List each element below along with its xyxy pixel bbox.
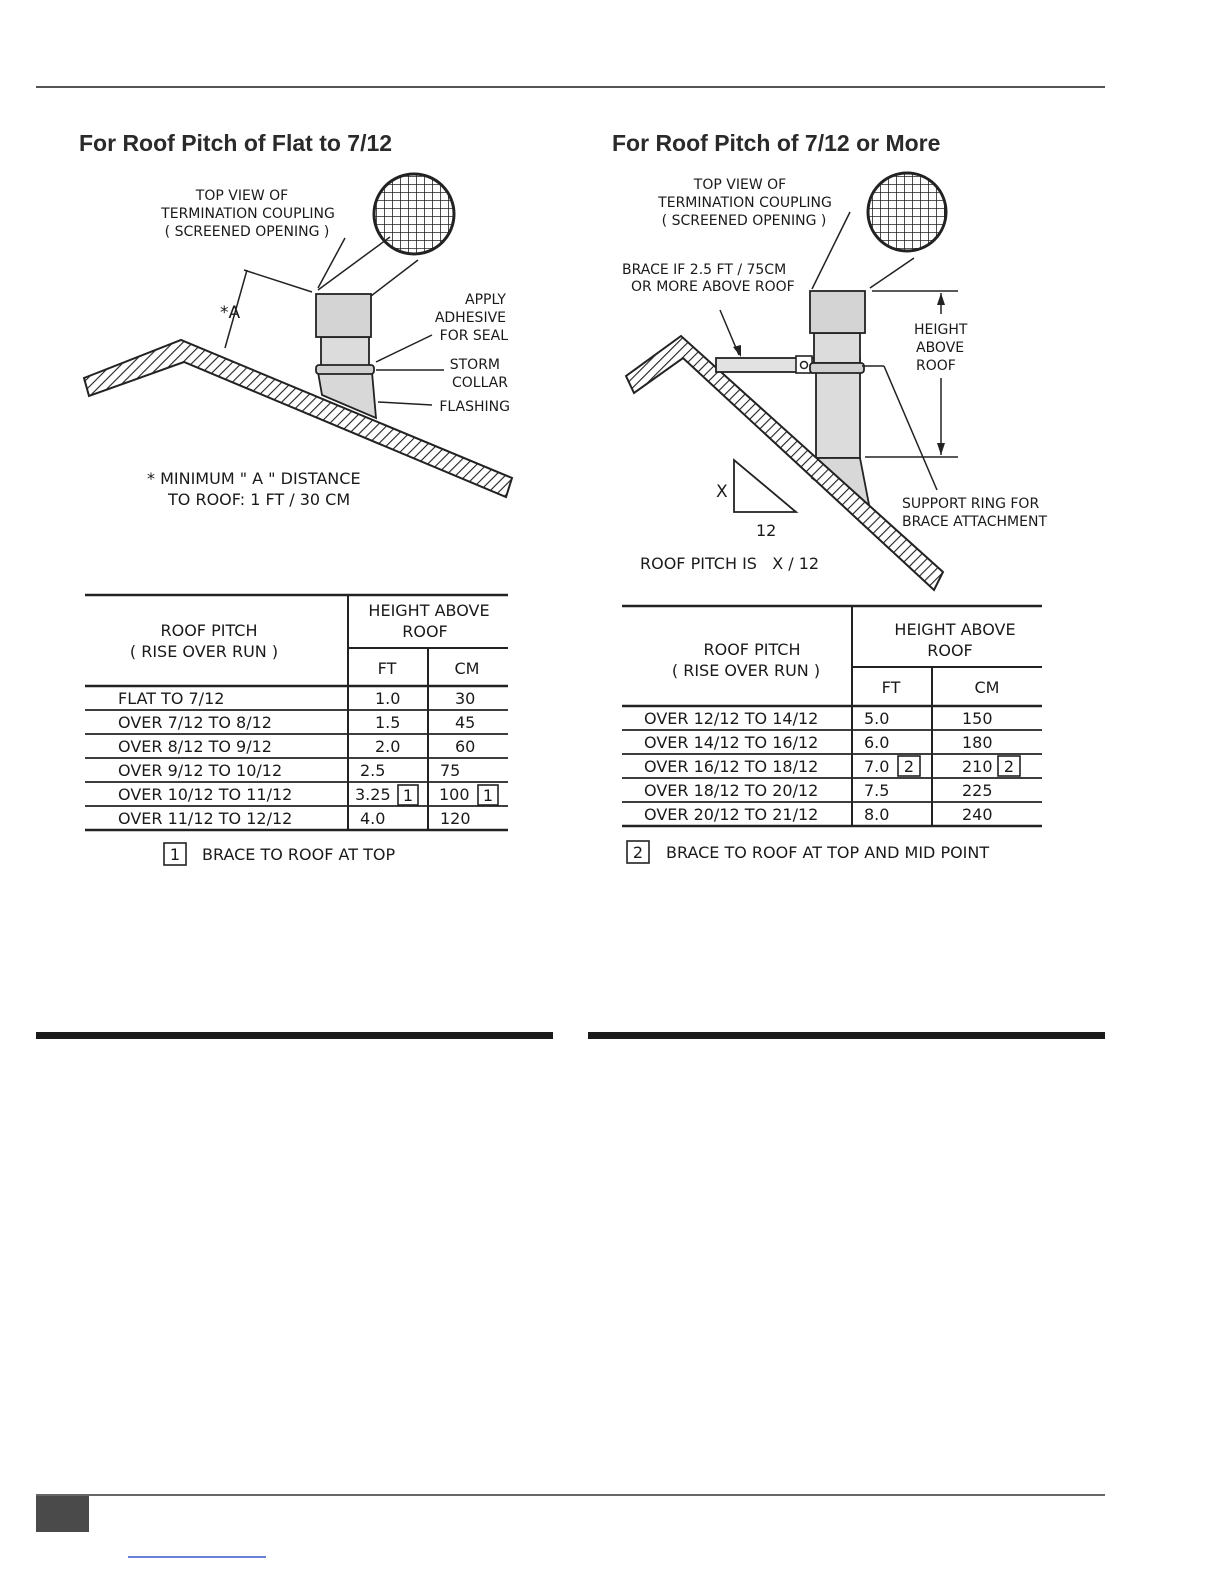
left-row-2-ft: 1.5: [375, 713, 401, 732]
right-col-cm: CM: [974, 678, 1000, 697]
right-topview-line2: TERMINATION COUPLING: [658, 195, 832, 211]
section-bar-left: [36, 1032, 553, 1039]
left-row-1-pitch: FLAT TO 7/12: [118, 689, 225, 708]
left-row-5-cm-note: 1: [482, 786, 494, 805]
right-topview-line3: ( SCREENED OPENING ): [661, 213, 827, 229]
storm-collar-line2: COLLAR: [451, 375, 508, 391]
left-topview-line2: TERMINATION COUPLING: [161, 206, 335, 222]
left-row-5-pitch: OVER 10/12 TO 11/12: [118, 785, 293, 804]
left-row-5-ft-note: 1: [402, 786, 414, 805]
flashing-label: FLASHING: [439, 399, 510, 415]
left-row-1-cm: 30: [455, 689, 476, 708]
right-roof: [626, 336, 943, 590]
right-col-height-1: HEIGHT ABOVE: [894, 620, 1016, 639]
right-row-1-ft: 5.0: [864, 709, 890, 728]
left-row-1-ft: 1.0: [375, 689, 401, 708]
termination-coupling: [316, 294, 371, 337]
right-row-1-cm: 150: [962, 709, 993, 728]
left-row-6-cm: 120: [440, 809, 471, 828]
min-distance-line2: TO ROOF: 1 FT / 30 CM: [168, 490, 351, 509]
left-row-4-pitch: OVER 9/12 TO 10/12: [118, 761, 283, 780]
left-topview-line3: ( SCREENED OPENING ): [164, 224, 330, 240]
left-row-4-ft: 2.5: [360, 761, 386, 780]
screened-opening-left: [374, 174, 454, 254]
right-title: For Roof Pitch of 7/12 or More: [612, 130, 941, 156]
left-col-ft: FT: [377, 659, 397, 678]
right-row-2-cm: 180: [962, 733, 993, 752]
left-note-number: 1: [169, 845, 181, 864]
left-row-5-ft: 3.25: [355, 785, 391, 804]
left-row-5-cm: 100: [439, 785, 470, 804]
left-row-3-pitch: OVER 8/12 TO 9/12: [118, 737, 272, 756]
right-row-2-pitch: OVER 14/12 TO 16/12: [644, 733, 819, 752]
left-topview-line1: TOP VIEW OF: [195, 188, 289, 204]
left-title: For Roof Pitch of Flat to 7/12: [79, 130, 393, 156]
footer-rule: [36, 1494, 1105, 1496]
right-col-ft: FT: [881, 678, 901, 697]
brace-label-line2: OR MORE ABOVE ROOF: [631, 279, 795, 295]
right-row-5-ft: 8.0: [864, 805, 890, 824]
height-label-line3: ROOF: [916, 358, 956, 374]
height-label-line1: HEIGHT: [914, 322, 968, 338]
left-table-text: [118, 601, 493, 864]
right-row-5-cm: 240: [962, 805, 993, 824]
left-col-pitch-1: ROOF PITCH: [160, 621, 258, 640]
right-col-height-2: ROOF: [927, 641, 973, 660]
left-row-4-cm: 75: [440, 761, 461, 780]
right-row-3-ft: 7.0: [864, 757, 890, 776]
storm-collar-shape: [316, 365, 374, 374]
min-distance-line1: * MINIMUM " A " DISTANCE: [147, 469, 361, 488]
right-row-3-ft-note: 2: [903, 757, 915, 776]
right-row-4-cm: 225: [962, 781, 993, 800]
right-row-2-ft: 6.0: [864, 733, 890, 752]
left-row-2-cm: 45: [455, 713, 476, 732]
storm-collar-line1: STORM: [449, 357, 500, 373]
left-col-height-2: ROOF: [402, 622, 448, 641]
right-row-3-cm-note: 2: [1003, 757, 1015, 776]
adhesive-line1: APPLY: [465, 292, 506, 308]
left-col-height-1: HEIGHT ABOVE: [368, 601, 490, 620]
pitch-note: ROOF PITCH IS X / 12: [640, 554, 820, 573]
right-row-3-pitch: OVER 16/12 TO 18/12: [644, 757, 819, 776]
left-col-pitch-2: ( RISE OVER RUN ): [129, 642, 279, 661]
support-label-line1: SUPPORT RING FOR: [902, 496, 1040, 512]
left-note-text: BRACE TO ROOF AT TOP: [202, 845, 396, 864]
pitch-triangle: [734, 460, 796, 512]
screened-opening-right: [868, 173, 946, 251]
left-col-cm: CM: [454, 659, 480, 678]
footer-link-underline[interactable]: [128, 1556, 266, 1558]
right-row-4-ft: 7.5: [864, 781, 890, 800]
section-bar-right: [588, 1032, 1105, 1039]
distance-a-label: *A: [220, 303, 241, 323]
right-note-number: 2: [632, 843, 644, 862]
right-topview-line1: TOP VIEW OF: [693, 177, 787, 193]
right-col-pitch-1: ROOF PITCH: [703, 640, 801, 659]
pitch-run-label: 12: [756, 521, 777, 540]
page-number-tab: [36, 1496, 89, 1532]
height-label-line2: ABOVE: [916, 340, 965, 356]
support-ring-shape: [810, 363, 864, 373]
right-termination-coupling: [810, 291, 865, 333]
left-row-3-ft: 2.0: [375, 737, 401, 756]
right-row-3-cm: 210: [962, 757, 993, 776]
right-row-4-pitch: OVER 18/12 TO 20/12: [644, 781, 819, 800]
right-diagram: [622, 173, 1047, 590]
right-row-5-pitch: OVER 20/12 TO 21/12: [644, 805, 819, 824]
adhesive-line3: FOR SEAL: [439, 328, 508, 344]
brace-label-line1: BRACE IF 2.5 FT / 75CM: [622, 262, 787, 278]
right-row-1-pitch: OVER 12/12 TO 14/12: [644, 709, 819, 728]
support-label-line2: BRACE ATTACHMENT: [902, 514, 1048, 530]
left-row-3-cm: 60: [455, 737, 476, 756]
left-row-6-pitch: OVER 11/12 TO 12/12: [118, 809, 293, 828]
right-col-pitch-2: ( RISE OVER RUN ): [671, 661, 821, 680]
adhesive-line2: ADHESIVE: [434, 310, 506, 326]
pitch-x-label: X: [716, 482, 728, 502]
left-row-6-ft: 4.0: [360, 809, 386, 828]
right-note-text: BRACE TO ROOF AT TOP AND MID POINT: [666, 843, 990, 862]
left-row-2-pitch: OVER 7/12 TO 8/12: [118, 713, 272, 732]
left-diagram: [84, 174, 512, 509]
